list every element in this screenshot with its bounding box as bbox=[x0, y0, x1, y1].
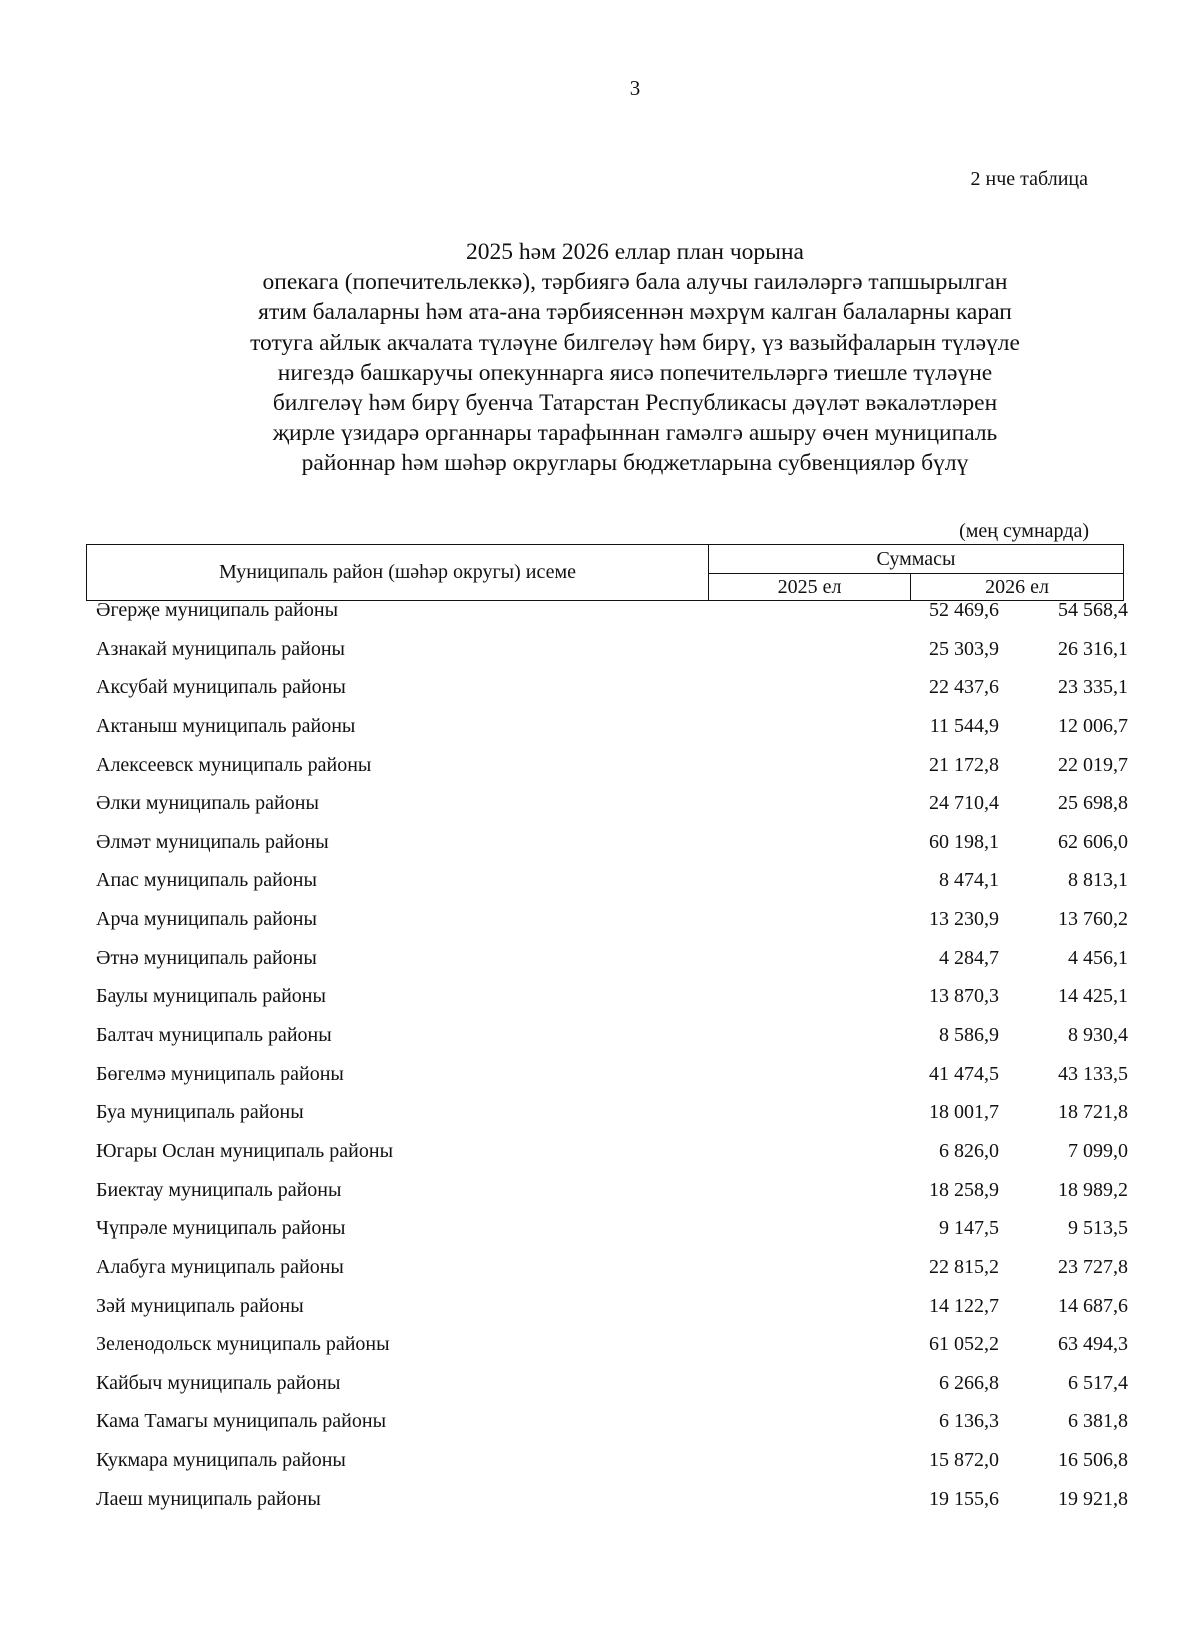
title-line: тотуга айлык акчалата түләүне билгеләү һәм бирү, үз вазыйфаларын түләүле bbox=[250, 329, 1020, 356]
amount-2025: 19 155,6 bbox=[929, 1487, 999, 1510]
amount-2025: 25 303,9 bbox=[929, 637, 999, 660]
table-row bbox=[86, 1331, 1128, 1370]
amount-2026: 6 517,4 bbox=[1068, 1371, 1128, 1394]
amount-2025: 13 870,3 bbox=[929, 985, 999, 1008]
district-name: Алексеевск муниципаль районы bbox=[96, 753, 372, 776]
title-line: нигездә башкаручы опекуннарга яисә попечительләргә тиешле түләүне bbox=[277, 359, 993, 386]
amount-2025: 61 052,2 bbox=[929, 1333, 999, 1356]
amount-2026: 8 813,1 bbox=[1068, 869, 1128, 892]
title-line: опекага (попечительлеккә), тәрбиягә бала алучы гаиләләргә тапшырылган bbox=[262, 269, 1008, 296]
table-row bbox=[86, 1215, 1128, 1254]
table-row bbox=[86, 1099, 1128, 1138]
table-row bbox=[86, 752, 1128, 791]
table-row bbox=[86, 1370, 1128, 1409]
table-row bbox=[86, 1022, 1128, 1061]
district-name: Кайбыч муниципаль районы bbox=[96, 1371, 341, 1394]
amount-2025: 14 122,7 bbox=[929, 1294, 999, 1317]
amount-2025: 18 001,7 bbox=[929, 1101, 999, 1124]
amount-2026: 18 989,2 bbox=[1058, 1178, 1128, 1201]
amount-2026: 62 606,0 bbox=[1058, 830, 1128, 853]
amount-2025: 6 136,3 bbox=[939, 1410, 999, 1433]
table-row bbox=[86, 983, 1128, 1022]
amount-2026: 19 921,8 bbox=[1058, 1487, 1128, 1510]
table-row bbox=[86, 1486, 1128, 1525]
amount-2025: 13 230,9 bbox=[929, 908, 999, 931]
amount-2026: 9 513,5 bbox=[1068, 1217, 1128, 1240]
district-name: Азнакай муниципаль районы bbox=[96, 637, 345, 660]
title-line: районнар һәм шәһәр округлары бюджетларына субвенцияләр бүлү bbox=[301, 450, 969, 477]
district-name: Чүпрәле муниципаль районы bbox=[96, 1217, 346, 1240]
table-row bbox=[86, 1177, 1128, 1216]
table-row bbox=[86, 636, 1128, 675]
amount-2026: 22 019,7 bbox=[1058, 753, 1128, 776]
amount-2025: 22 437,6 bbox=[929, 676, 999, 699]
table-label: 2 нче таблица bbox=[970, 168, 1088, 190]
units-note: (мең сумнарда) bbox=[959, 520, 1089, 542]
amount-2025: 15 872,0 bbox=[929, 1449, 999, 1472]
amount-2025: 4 284,7 bbox=[939, 946, 999, 969]
title-line: 2025 һәм 2026 еллар план чорына bbox=[466, 239, 804, 265]
amount-2025: 22 815,2 bbox=[929, 1255, 999, 1278]
document-title bbox=[140, 237, 1130, 479]
table-row bbox=[86, 790, 1128, 829]
district-name: Әгерҗе муниципаль районы bbox=[96, 599, 339, 621]
district-name: Зәй муниципаль районы bbox=[96, 1294, 304, 1317]
district-name: Буа муниципаль районы bbox=[96, 1101, 304, 1124]
district-name: Кама Тамагы муниципаль районы bbox=[96, 1410, 387, 1433]
district-name: Актаныш муниципаль районы bbox=[96, 714, 356, 737]
title-line: җирле үзидарә органнары тарафыннан гамәлгә ашыру өчен муниципаль bbox=[272, 420, 998, 447]
amount-2025: 60 198,1 bbox=[929, 830, 999, 853]
amount-2026: 26 316,1 bbox=[1058, 637, 1128, 660]
amount-2026: 7 099,0 bbox=[1068, 1139, 1128, 1162]
amount-2026: 23 727,8 bbox=[1058, 1255, 1128, 1278]
district-name: Аксубай муниципаль районы bbox=[96, 676, 346, 699]
amount-2026: 12 006,7 bbox=[1058, 714, 1128, 737]
amount-2025: 8 474,1 bbox=[939, 869, 999, 892]
table-row bbox=[86, 945, 1128, 984]
table-header bbox=[86, 544, 1124, 601]
amount-2026: 23 335,1 bbox=[1058, 676, 1128, 699]
header-name-cell: Муниципаль район (шәһәр округы) исеме bbox=[87, 545, 709, 600]
table-row bbox=[86, 1061, 1128, 1100]
amount-2026: 6 381,8 bbox=[1068, 1410, 1128, 1433]
district-name: Зеленодольск муниципаль районы bbox=[96, 1333, 390, 1356]
amount-2026: 63 494,3 bbox=[1058, 1333, 1128, 1356]
amount-2026: 43 133,5 bbox=[1058, 1062, 1128, 1085]
amount-2025: 18 258,9 bbox=[929, 1178, 999, 1201]
table-row bbox=[86, 597, 1128, 636]
table-row bbox=[86, 867, 1128, 906]
table-row bbox=[86, 1138, 1128, 1177]
amount-2025: 6 826,0 bbox=[939, 1139, 999, 1162]
amount-2026: 25 698,8 bbox=[1058, 792, 1128, 815]
amount-2025: 41 474,5 bbox=[929, 1062, 999, 1085]
table-row bbox=[86, 1447, 1128, 1486]
amount-2025: 21 172,8 bbox=[929, 753, 999, 776]
table-row bbox=[86, 829, 1128, 868]
amount-2026: 14 687,6 bbox=[1058, 1294, 1128, 1317]
district-name: Әлмәт муниципаль районы bbox=[96, 830, 329, 853]
table-row bbox=[86, 906, 1128, 945]
amount-2026: 14 425,1 bbox=[1058, 985, 1128, 1008]
district-name: Апас муниципаль районы bbox=[96, 869, 317, 892]
district-name: Бөгелмә муниципаль районы bbox=[96, 1062, 344, 1085]
title-line: ятим балаларны һәм ата-ана тәрбиясеннән мәхрүм калган балаларны карап bbox=[258, 299, 1012, 326]
amount-2025: 11 544,9 bbox=[929, 714, 999, 737]
amount-2025: 6 266,8 bbox=[939, 1371, 999, 1394]
table-row bbox=[86, 674, 1128, 713]
district-name: Әтнә муниципаль районы bbox=[96, 946, 317, 969]
header-year-2026-cell: 2026 ел bbox=[985, 576, 1049, 598]
amount-2026: 4 456,1 bbox=[1068, 946, 1128, 969]
amount-2025: 24 710,4 bbox=[929, 792, 999, 815]
amount-2026: 18 721,8 bbox=[1058, 1101, 1128, 1124]
district-name: Югары Ослан муниципаль районы bbox=[96, 1139, 394, 1162]
amount-2026: 16 506,8 bbox=[1058, 1449, 1128, 1472]
district-name: Әлки муниципаль районы bbox=[96, 792, 319, 815]
district-name: Балтач муниципаль районы bbox=[96, 1024, 332, 1047]
amount-2025: 8 586,9 bbox=[939, 1024, 999, 1047]
header-year-2025-cell: 2025 ел bbox=[709, 574, 911, 600]
district-name: Биектау муниципаль районы bbox=[96, 1178, 342, 1201]
table-row bbox=[86, 1254, 1128, 1293]
district-name: Кукмара муниципаль районы bbox=[96, 1449, 346, 1472]
amount-2025: 52 469,6 bbox=[929, 599, 999, 621]
title-line: билгеләү һәм бирү буенча Татарстан Республикасы дәүләт вәкаләтләрен bbox=[272, 390, 998, 417]
amount-2026: 54 568,4 bbox=[1058, 599, 1128, 621]
table-row bbox=[86, 713, 1128, 752]
table-row bbox=[86, 1293, 1128, 1332]
table-body bbox=[86, 597, 1128, 1524]
amount-2026: 8 930,4 bbox=[1068, 1024, 1128, 1047]
table-row bbox=[86, 1408, 1128, 1447]
amount-2025: 9 147,5 bbox=[939, 1217, 999, 1240]
district-name: Лаеш муниципаль районы bbox=[96, 1487, 321, 1510]
district-name: Алабуга муниципаль районы bbox=[96, 1255, 344, 1278]
district-name: Арча муниципаль районы bbox=[96, 908, 317, 931]
page-number: 3 bbox=[629, 76, 641, 100]
district-name: Баулы муниципаль районы bbox=[96, 985, 326, 1008]
header-sum-cell: Суммасы bbox=[709, 545, 1123, 574]
amount-2026: 13 760,2 bbox=[1058, 908, 1128, 931]
